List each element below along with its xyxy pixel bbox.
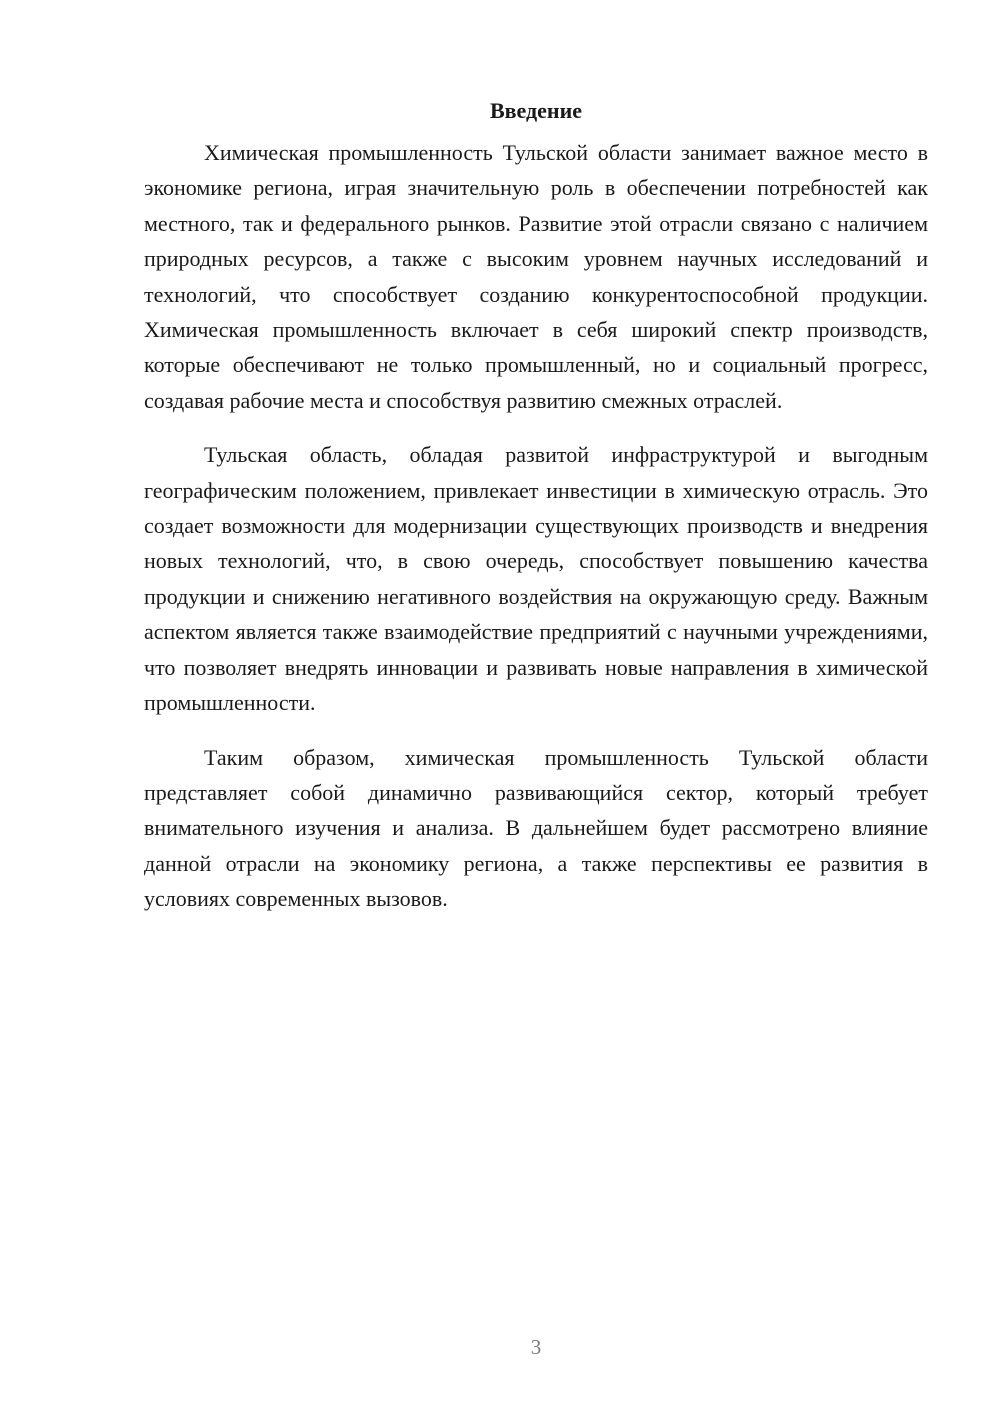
paragraph-2: Тульская область, обладая развитой инфраструктурой и выгодным географическим положением, привлекает инвестиции в химическую отрасль. Это создает возможности для модернизации существующих производств и внедрения новых технологий, что, в свою очередь, способствует повышению качества продукции и снижению негативного воздействия на окружающую среду. Важным аспектом является также взаимодействие предприятий с научными учреждениями, что позволяет внедрять инновации и развивать новые направления в химической промышленности.	[144, 442, 928, 716]
page-content	[144, 96, 928, 936]
paragraph-3: Таким образом, химическая промышленность Тульской области представляет собой динамично развивающийся сектор, который требует внимательного изучения и анализа. В дальнейшем будет рассмотрено влияние данной отрасли на экономику региона, а также перспективы ее развития в условиях современных вызовов.	[144, 744, 928, 912]
section-heading: Введение	[489, 98, 583, 123]
page-number: 3	[530, 1335, 542, 1359]
paragraph-1: Химическая промышленность Тульской области занимает важное место в экономике региона, играя значительную роль в обеспечении потребностей как местного, так и федерального рынков. Развитие этой отрасли связано с наличием природных ресурсов, а также с высоким уровнем научных исследований и технологий, что способствует созданию конкурентоспособной продукции. Химическая промышленность включает в себя широкий спектр производств, которые обеспечивают не только промышленный, но и социальный прогресс, создавая рабочие места и способствуя развитию смежных отраслей.	[144, 140, 928, 413]
